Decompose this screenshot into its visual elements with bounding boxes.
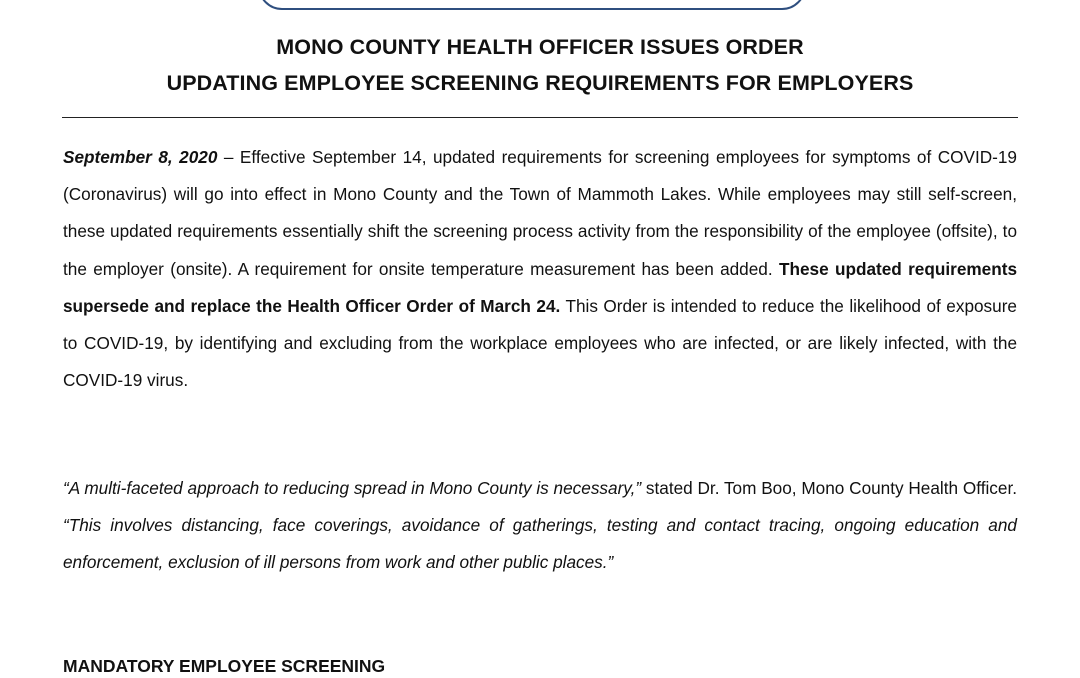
quote-paragraph [63,470,1017,582]
headline-line-2: UPDATING EMPLOYEE SCREENING REQUIREMENTS FOR EMPLOYERS [166,71,914,95]
intro-bold-statement: These updated requirements supersede and replace the Health Officer Order of March 24. [63,258,1018,316]
intro-text-1: – Effective September 14, updated requirements for screening employees for symptoms of COVID-19 (Coronavirus) will go into effect in Mono County and the Town of Mammoth Lakes. While employees may still self-screen, these updated requirements essentially shift the screening process activity from the responsibility of the employee (offsite), to the employer (onsite). A requirement for onsite temperature measurement has been added. [63,147,1017,279]
quote-part-1: “A multi-faceted approach to reducing spread in Mono County is necessary,” [63,478,642,498]
release-date: September 8, 2020 [63,147,218,167]
title-divider [62,117,1018,118]
intro-text-2: This Order is intended to reduce the likelihood of exposure to COVID-19, by identifying and excluding from the workplace employees who are infected, or are likely infected, with the COVID-19 virus. [63,295,1017,391]
header-logo-box [258,0,806,10]
section-heading: MANDATORY EMPLOYEE SCREENING [63,656,386,676]
quote-attribution: stated Dr. Tom Boo, Mono County Health Officer. [641,478,1017,498]
headline-line-1: MONO COUNTY HEALTH OFFICER ISSUES ORDER [276,35,804,59]
quote-part-2: “This involves distancing, face coverings, avoidance of gatherings, testing and contact tracing, ongoing education and enforcement, exclusion of ill persons from work and other public places.” [63,515,1017,573]
intro-paragraph [63,139,1017,399]
